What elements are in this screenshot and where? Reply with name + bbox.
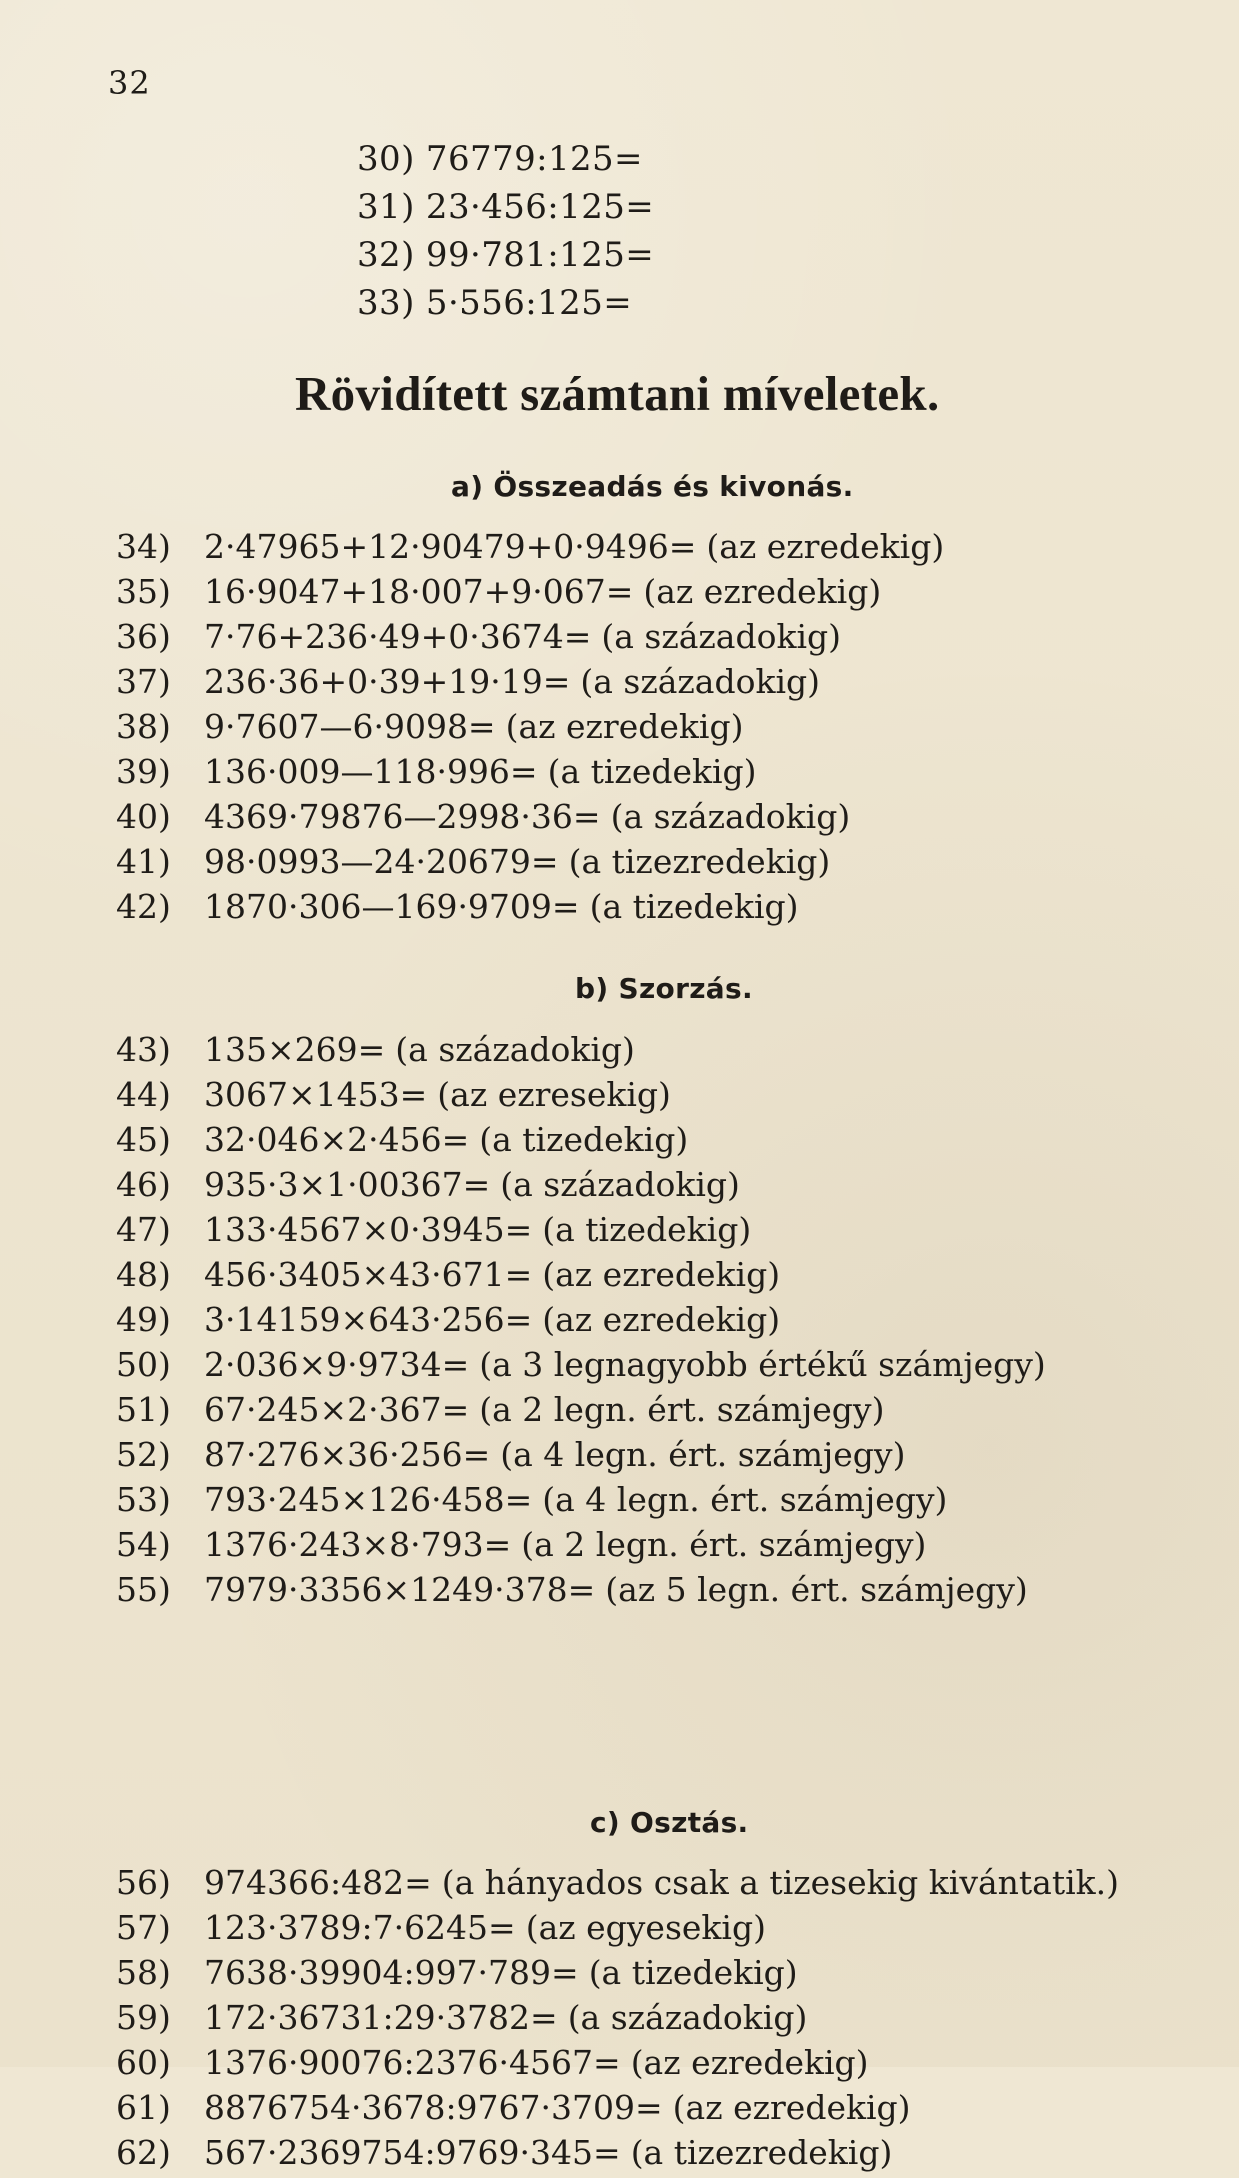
problem-row [116, 1390, 1216, 1435]
problem-expression: 8876754·3678:9767·3709= [204, 2088, 663, 2127]
problem-number: 40) [116, 797, 171, 836]
problem-expression: 7979·3356×1249·378= [204, 1570, 596, 1609]
problem-note: (a tizezredekig) [630, 2133, 893, 2172]
problem-row [116, 527, 1216, 572]
problem-note: (a tizedekig) [542, 1210, 752, 1249]
problem-number: 50) [116, 1345, 171, 1384]
problem-note: (a századokig) [580, 662, 821, 701]
intro-problem: 33) 5·556:125= [357, 283, 633, 323]
intro-problems [357, 139, 957, 334]
problem-row [116, 1345, 1216, 1390]
problem-note: (az ezredekig) [542, 1255, 781, 1294]
problem-number: 48) [116, 1255, 171, 1294]
problem-note: (a századokig) [610, 797, 851, 836]
problem-row [116, 1570, 1216, 1615]
problem-row [116, 2133, 1216, 2178]
problem-note: (az ezredekig) [542, 1300, 781, 1339]
division-problems [116, 1863, 1216, 2178]
problem-expression: 133·4567×0·3945= [204, 1210, 533, 1249]
problem-expression: 2·47965+12·90479+0·9496= [204, 527, 697, 566]
problem-expression: 2·036×9·9734= [204, 1345, 470, 1384]
problem-expression: 9·7607—6·9098= [204, 707, 496, 746]
problem-number: 36) [116, 617, 171, 656]
problem-number: 43) [116, 1030, 171, 1069]
subsection-heading-addition-subtraction: a) Összeadás és kivonás. [451, 470, 854, 503]
problem-number: 37) [116, 662, 171, 701]
problem-note: (a tizezredekig) [568, 842, 831, 881]
problem-note: (az ezredekig) [505, 707, 744, 746]
problem-row [116, 1300, 1216, 1345]
problem-number: 60) [116, 2043, 171, 2082]
problem-expression: 935·3×1·00367= [204, 1165, 491, 1204]
problem-expression: 1376·90076:2376·4567= [204, 2043, 621, 2082]
problem-note: (a tizedekig) [547, 752, 757, 791]
problem-expression: 456·3405×43·671= [204, 1255, 533, 1294]
problem-expression: 236·36+0·39+19·19= [204, 662, 571, 701]
problem-note: (a századokig) [601, 617, 842, 656]
problem-number: 44) [116, 1075, 171, 1114]
problem-note: (a tizedekig) [479, 1120, 689, 1159]
problem-row [116, 1210, 1216, 1255]
problem-expression: 32·046×2·456= [204, 1120, 470, 1159]
problem-number: 34) [116, 527, 171, 566]
problem-number: 46) [116, 1165, 171, 1204]
problem-row [116, 1525, 1216, 1570]
problem-row [116, 1165, 1216, 1210]
problem-number: 53) [116, 1480, 171, 1519]
problem-note: (a hányados csak a tizesekig kivántatik.) [441, 1863, 1120, 1902]
problem-note: (az ezredekig) [630, 2043, 869, 2082]
problem-number: 42) [116, 887, 171, 926]
problem-expression: 172·36731:29·3782= [204, 1998, 558, 2037]
intro-problem: 30) 76779:125= [357, 139, 643, 179]
problem-expression: 67·245×2·367= [204, 1390, 470, 1429]
subsection-heading-division: c) Osztás. [590, 1806, 749, 1839]
problem-row [116, 842, 1216, 887]
problem-number: 35) [116, 572, 171, 611]
problem-expression: 1376·243×8·793= [204, 1525, 512, 1564]
problem-number: 38) [116, 707, 171, 746]
problem-row [116, 797, 1216, 842]
problem-number: 59) [116, 1998, 171, 2037]
intro-problem: 31) 23·456:125= [357, 187, 655, 227]
problem-row [116, 617, 1216, 662]
problem-row [116, 1863, 1216, 1908]
problem-expression: 123·3789:7·6245= [204, 1908, 516, 1947]
problem-row [116, 2088, 1216, 2133]
multiplication-problems [116, 1030, 1216, 1615]
problem-note: (a századokig) [567, 1998, 808, 2037]
section-title: Rövidített számtani míveletek. [295, 366, 940, 421]
addition-subtraction-problems [116, 527, 1216, 932]
problem-row [116, 572, 1216, 617]
problem-note: (a 2 legn. ért. számjegy) [521, 1525, 927, 1564]
problem-row [116, 1908, 1216, 1953]
problem-row [116, 1998, 1216, 2043]
subsection-heading-multiplication: b) Szorzás. [575, 972, 753, 1005]
problem-expression: 7·76+236·49+0·3674= [204, 617, 592, 656]
problem-number: 49) [116, 1300, 171, 1339]
problem-expression: 4369·79876—2998·36= [204, 797, 601, 836]
problem-number: 58) [116, 1953, 171, 1992]
problem-note: (a 2 legn. ért. számjegy) [479, 1390, 885, 1429]
problem-expression: 7638·39904:997·789= [204, 1953, 579, 1992]
problem-note: (az ezredekig) [643, 572, 882, 611]
problem-number: 51) [116, 1390, 171, 1429]
problem-note: (az ezresekig) [437, 1075, 671, 1114]
problem-expression: 135×269= [204, 1030, 386, 1069]
problem-note: (a századokig) [500, 1165, 740, 1204]
page-number: 32 [108, 64, 151, 102]
problem-number: 56) [116, 1863, 171, 1902]
problem-note: (a tizedekig) [588, 1953, 798, 1992]
problem-expression: 974366:482= [204, 1863, 432, 1902]
problem-row [116, 752, 1216, 797]
problem-row [116, 2043, 1216, 2088]
problem-number: 39) [116, 752, 171, 791]
problem-number: 55) [116, 1570, 171, 1609]
problem-row [116, 1480, 1216, 1525]
problem-expression: 16·9047+18·007+9·067= [204, 572, 634, 611]
problem-row [116, 1435, 1216, 1480]
problem-row [116, 1030, 1216, 1075]
problem-number: 52) [116, 1435, 171, 1474]
problem-note: (a 3 legnagyobb értékű számjegy) [479, 1345, 1046, 1384]
problem-row [116, 1953, 1216, 1998]
problem-expression: 3·14159×643·256= [204, 1300, 533, 1339]
problem-row [116, 662, 1216, 707]
problem-row [116, 1075, 1216, 1120]
problem-expression: 98·0993—24·20679= [204, 842, 559, 881]
problem-number: 41) [116, 842, 171, 881]
problem-row [116, 1255, 1216, 1300]
problem-expression: 1870·306—169·9709= [204, 887, 580, 926]
problem-number: 45) [116, 1120, 171, 1159]
problem-note: (a tizedekig) [589, 887, 799, 926]
problem-expression: 136·009—118·996= [204, 752, 538, 791]
problem-expression: 567·2369754:9769·345= [204, 2133, 621, 2172]
problem-number: 61) [116, 2088, 171, 2127]
problem-number: 54) [116, 1525, 171, 1564]
problem-row [116, 1120, 1216, 1165]
problem-number: 47) [116, 1210, 171, 1249]
problem-note: (az egyesekig) [525, 1908, 766, 1947]
problem-expression: 87·276×36·256= [204, 1435, 491, 1474]
problem-number: 57) [116, 1908, 171, 1947]
problem-note: (az ezredekig) [706, 527, 945, 566]
problem-note: (a 4 legn. ért. számjegy) [542, 1480, 948, 1519]
problem-number: 62) [116, 2133, 171, 2172]
problem-note: (az 5 legn. ért. számjegy) [605, 1570, 1028, 1609]
problem-row [116, 887, 1216, 932]
problem-note: (az ezredekig) [672, 2088, 911, 2127]
intro-problem: 32) 99·781:125= [357, 235, 655, 275]
problem-row [116, 707, 1216, 752]
problem-expression: 793·245×126·458= [204, 1480, 533, 1519]
problem-note: (a századokig) [395, 1030, 635, 1069]
problem-expression: 3067×1453= [204, 1075, 428, 1114]
problem-note: (a 4 legn. ért. számjegy) [500, 1435, 906, 1474]
